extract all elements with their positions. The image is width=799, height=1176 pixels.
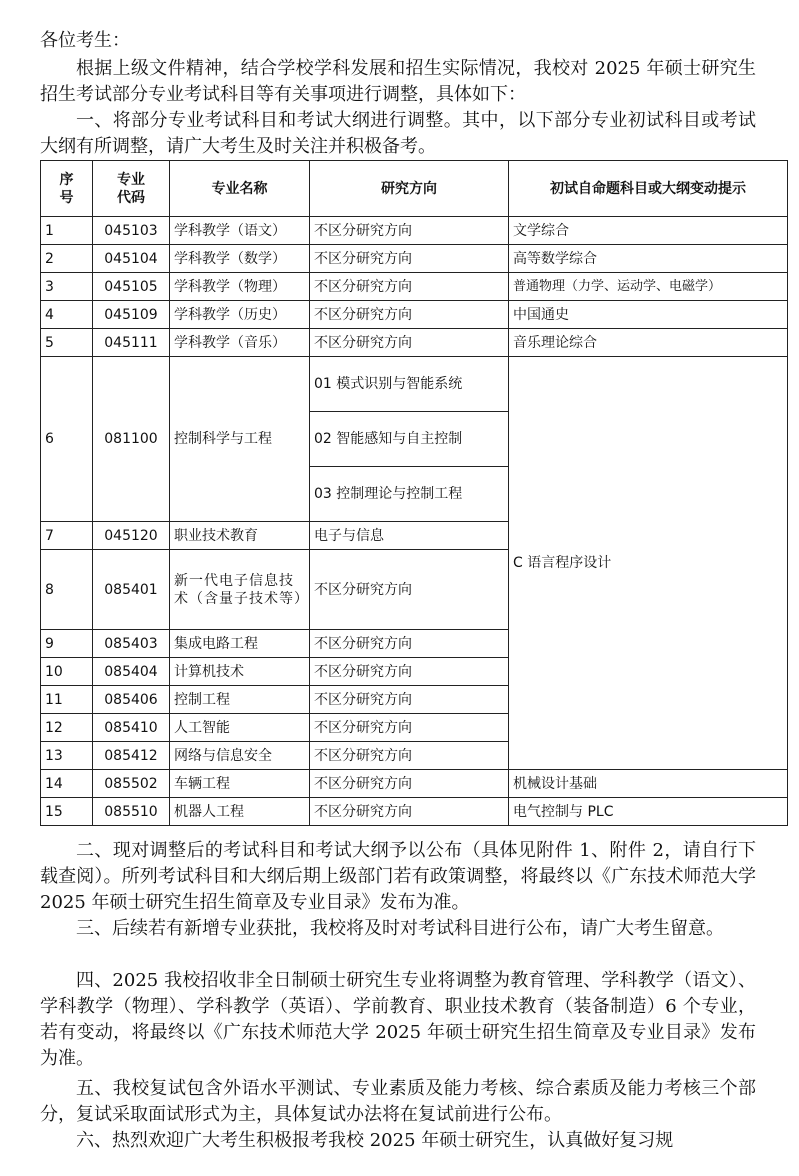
cell-name: 控制工程 — [170, 686, 310, 714]
cell-code: 085406 — [93, 686, 170, 714]
cell-seq: 1 — [41, 217, 93, 245]
cell-seq: 4 — [41, 301, 93, 329]
cell-name: 学科教学（音乐） — [170, 329, 310, 357]
cell-direction: 电子与信息 — [310, 522, 509, 550]
cell-direction: 不区分研究方向 — [310, 301, 509, 329]
cell-seq: 13 — [41, 742, 93, 770]
cell-code: 085502 — [93, 770, 170, 798]
cell-code: 085412 — [93, 742, 170, 770]
section-1-paragraph: 一、将部分专业考试科目和考试大纲进行调整。其中，以下部分专业初试科目或考试大纲有所调整，请广大考生及时关注并积极备考。 — [40, 110, 756, 157]
table-row — [41, 770, 788, 798]
cell-name: 职业技术教育 — [170, 522, 310, 550]
cell-direction: 不区分研究方向 — [310, 273, 509, 301]
cell-hint-merged: C 语言程序设计 — [509, 357, 788, 770]
header-code: 专业 代码 — [93, 161, 170, 217]
cell-code: 045104 — [93, 245, 170, 273]
cell-seq: 6 — [41, 357, 93, 522]
cell-direction: 01 模式识别与智能系统 — [310, 357, 509, 412]
cell-name: 学科教学（数学） — [170, 245, 310, 273]
salutation: 各位考生： — [40, 30, 130, 51]
cell-code: 045120 — [93, 522, 170, 550]
header-name: 专业名称 — [170, 161, 310, 217]
section-4-paragraph: 四、2025 我校招收非全日制硕士研究生专业将调整为教育管理、学科教学（语文）、学科教学（物理）、学科教学（英语）、学前教育、职业技术教育（装备制造）6 个专业，若有变动，将最终以《广东技术师范大学 2025 年硕士研究生招生简章及专业目录》发布为准。 — [40, 970, 756, 1069]
cell-direction: 不区分研究方向 — [310, 742, 509, 770]
table-header-row — [41, 161, 788, 217]
section-6-paragraph: 六、热烈欢迎广大考生积极报考我校 2025 年硕士研究生，认真做好复习规 — [76, 1130, 674, 1151]
cell-seq: 15 — [41, 798, 93, 826]
cell-seq: 14 — [41, 770, 93, 798]
table-row — [41, 357, 788, 412]
cell-direction: 02 智能感知与自主控制 — [310, 412, 509, 467]
table-row — [41, 245, 788, 273]
cell-code: 045109 — [93, 301, 170, 329]
table-row — [41, 273, 788, 301]
cell-direction: 03 控制理论与控制工程 — [310, 467, 509, 522]
cell-hint: 普通物理（力学、运动学、电磁学） — [509, 273, 788, 301]
cell-direction: 不区分研究方向 — [310, 686, 509, 714]
cell-name: 学科教学（语文） — [170, 217, 310, 245]
cell-direction: 不区分研究方向 — [310, 770, 509, 798]
cell-seq: 9 — [41, 630, 93, 658]
table-row — [41, 301, 788, 329]
cell-seq: 3 — [41, 273, 93, 301]
header-direction: 研究方向 — [310, 161, 509, 217]
cell-hint: 文学综合 — [509, 217, 788, 245]
section-3-paragraph: 三、后续若有新增专业获批，我校将及时对考试科目进行公布，请广大考生留意。 — [76, 918, 724, 939]
cell-direction: 不区分研究方向 — [310, 329, 509, 357]
cell-seq: 2 — [41, 245, 93, 273]
cell-name: 机器人工程 — [170, 798, 310, 826]
cell-hint: 音乐理论综合 — [509, 329, 788, 357]
cell-seq: 11 — [41, 686, 93, 714]
cell-code: 085403 — [93, 630, 170, 658]
section-2-paragraph: 二、现对调整后的考试科目和考试大纲予以公布（具体见附件 1、附件 2，请自行下载查阅）。所列考试科目和大纲后期上级部门若有政策调整，将最终以《广东技术师范大学 2025 年硕士研究生招生简章及专业目录》发布为准。 — [40, 840, 756, 913]
cell-seq: 5 — [41, 329, 93, 357]
cell-hint: 中国通史 — [509, 301, 788, 329]
header-hint: 初试自命题科目或大纲变动提示 — [509, 161, 788, 217]
cell-direction: 不区分研究方向 — [310, 217, 509, 245]
cell-direction: 不区分研究方向 — [310, 550, 509, 630]
table-row — [41, 329, 788, 357]
table-row — [41, 217, 788, 245]
cell-code: 045105 — [93, 273, 170, 301]
cell-direction: 不区分研究方向 — [310, 245, 509, 273]
cell-seq: 8 — [41, 550, 93, 630]
section-5-paragraph: 五、我校复试包含外语水平测试、专业素质及能力考核、综合素质及能力考核三个部分，复试采取面试形式为主，具体复试办法将在复试前进行公布。 — [40, 1078, 756, 1125]
cell-name: 集成电路工程 — [170, 630, 310, 658]
cell-hint: 电气控制与 PLC — [509, 798, 788, 826]
cell-hint: 机械设计基础 — [509, 770, 788, 798]
cell-name: 车辆工程 — [170, 770, 310, 798]
table-row — [41, 798, 788, 826]
cell-name: 新一代电子信息技术（含量子技术等） — [170, 550, 310, 630]
cell-code: 085404 — [93, 658, 170, 686]
cell-name: 人工智能 — [170, 714, 310, 742]
cell-direction: 不区分研究方向 — [310, 714, 509, 742]
cell-hint: 高等数学综合 — [509, 245, 788, 273]
cell-name: 计算机技术 — [170, 658, 310, 686]
cell-code: 045103 — [93, 217, 170, 245]
cell-code: 085510 — [93, 798, 170, 826]
intro-paragraph: 根据上级文件精神，结合学校学科发展和招生实际情况，我校对 2025 年硕士研究生招生考试部分专业考试科目等有关事项进行调整，具体如下： — [40, 58, 756, 105]
cell-code: 045111 — [93, 329, 170, 357]
cell-code: 081100 — [93, 357, 170, 522]
cell-seq: 7 — [41, 522, 93, 550]
cell-code: 085401 — [93, 550, 170, 630]
cell-direction: 不区分研究方向 — [310, 798, 509, 826]
cell-seq: 10 — [41, 658, 93, 686]
header-seq: 序 号 — [41, 161, 93, 217]
cell-name: 控制科学与工程 — [170, 357, 310, 522]
cell-name: 学科教学（物理） — [170, 273, 310, 301]
cell-name: 学科教学（历史） — [170, 301, 310, 329]
cell-name: 网络与信息安全 — [170, 742, 310, 770]
cell-direction: 不区分研究方向 — [310, 630, 509, 658]
cell-code: 085410 — [93, 714, 170, 742]
subject-adjustment-table — [40, 160, 788, 826]
cell-direction: 不区分研究方向 — [310, 658, 509, 686]
cell-seq: 12 — [41, 714, 93, 742]
